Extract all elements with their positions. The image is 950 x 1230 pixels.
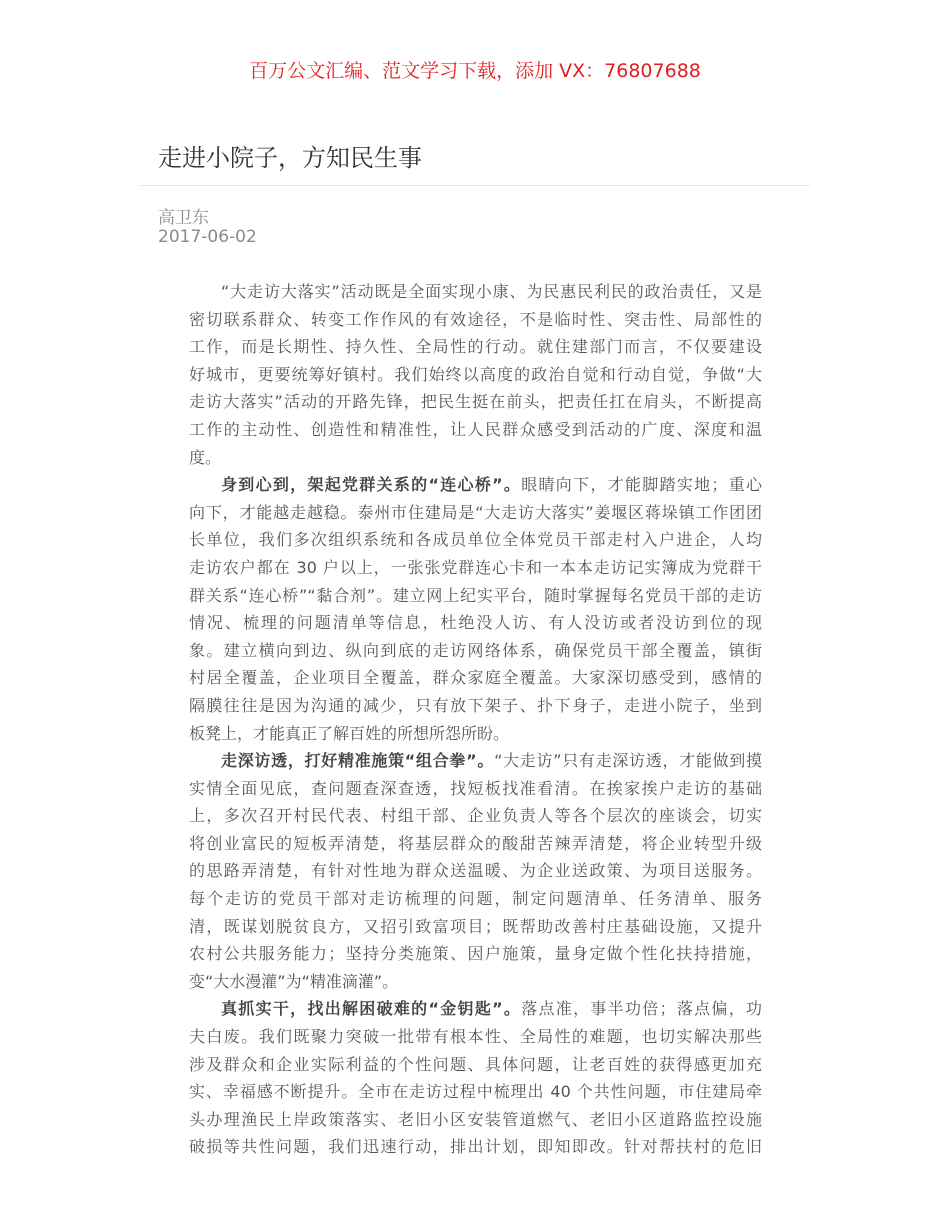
article-title: 走进小院子，方知民生事 [158,144,422,172]
paragraph [189,278,762,471]
line-text: 农村公共服务能力；坚持分类施策、因户施策，量身定做个性化扶持措施， [189,944,762,964]
paragraph-line [189,637,762,665]
line-text: 向下，才能越走越稳。泰州市住建局是“大走访大落实”姜堰区蒋垛镇工作团团 [189,502,762,522]
article-date: 2017-06-02 [158,227,257,247]
paragraph-line [189,554,762,582]
article-author: 高卫东 [158,208,209,228]
paragraph-line [189,471,762,499]
paragraph-line [189,499,762,527]
paragraph-line [189,582,762,610]
line-text: 长单位，我们多次组织系统和各成员单位全体党员干部走村入户进企，人均 [189,530,762,550]
paragraph-line [189,416,762,444]
line-text: 工作的主动性、创造性和精准性，让人民群众感受到活动的广度、深度和温 [189,419,762,439]
line-text: 头办理渔民上岸政策落实、老旧小区安装管道燃气、老旧小区道路监控设施 [189,1109,762,1129]
line-text: 将创业富民的短板弄清楚，将基层群众的酸甜苦辣弄清楚，将企业转型升级 [189,833,762,853]
paragraph-line [189,720,762,748]
paragraph-lead: 身到心到，架起党群关系的“连心桥”。 [221,475,522,495]
line-text: 涉及群众和企业实际利益的个性问题、具体问题，让老百姓的获得感更加充 [189,1054,762,1074]
line-text: 破损等共性问题，我们迅速行动，排出计划，即知即改。针对帮扶村的危旧 [189,1137,762,1157]
paragraph-line [189,664,762,692]
paragraph-line [189,361,762,389]
paragraph-line [189,1023,762,1051]
promo-banner: 百万公文汇编、范文学习下载，添加 VX：76807688 [249,60,701,82]
paragraph-line [189,692,762,720]
line-text: 落点准，事半功倍；落点偏，功 [521,999,762,1019]
line-text: “大走访大落实”活动既是全面实现小康、为民惠民利民的政治责任，又是 [221,282,762,301]
paragraph-line [189,1078,762,1106]
line-text: 群关系“连心桥”“黏合剂”。建立网上纪实平台，随时掌握每名党员干部的走访 [189,585,762,605]
paragraph-line [189,857,762,885]
paragraph-line [189,830,762,858]
line-text: 上，多次召开村民代表、村组干部、企业负责人等各个层次的座谈会，切实 [189,806,762,826]
line-text: 情况、梳理的问题清单等信息，杜绝没人访、有人没访或者没访到位的现 [189,613,762,633]
paragraph [189,471,762,747]
paragraph-line [189,278,762,306]
line-text: 工作，而是长期性、持久性、全局性的行动。就住建部门而言，不仅要建设 [189,337,762,357]
line-text: 好城市，更要统筹好镇村。我们始终以高度的政治自觉和行动自觉，争做“大 [189,364,762,384]
line-text: 每个走访的党员干部对走访梳理的问题，制定问题清单、任务清单、服务 [189,889,762,909]
paragraph-line [189,775,762,803]
line-text: 村居全覆盖，企业项目全覆盖，群众家庭全覆盖。大家深切感受到，感情的 [189,668,762,688]
paragraph-line [189,802,762,830]
line-text: 实情全面见底，查问题查深查透，找短板找准看清。在挨家挨户走访的基础 [189,778,762,798]
line-text: 清，既谋划脱贫良方，又招引致富项目；既帮助改善村庄基础设施，又提升 [189,916,762,936]
line-text: 板凳上，才能真正了解百姓的所想所怨所盼。 [189,723,510,743]
divider [140,185,810,186]
paragraph-line [189,940,762,968]
paragraph [189,747,762,995]
line-text: 度。 [189,447,222,467]
line-text: 象。建立横向到边、纵向到底的走访网络体系，确保党员干部全覆盖，镇街 [189,640,762,660]
paragraph-line [189,747,762,775]
line-text: “大走访”只有走深访透，才能做到摸 [494,751,762,771]
line-text: 走访大落实”活动的开路先锋，把民生挺在前头，把责任扛在肩头，不断提高 [189,392,762,412]
line-text: 走访农户都在 30 户以上，一张张党群连心卡和一本本走访记实簿成为党群干 [189,557,762,577]
paragraph-line [189,1106,762,1134]
line-text: 眼睛向下，才能脚踏实地；重心 [521,475,762,495]
paragraph-line [189,885,762,913]
paragraph-line [189,306,762,334]
article-body [189,278,762,1161]
paragraph-line [189,333,762,361]
line-text: 变“大水漫灌”为“精准滴灌”。 [189,971,399,991]
paragraph-line [189,388,762,416]
line-text: 密切联系群众、转变工作作风的有效途径，不是临时性、突击性、局部性的 [189,309,762,329]
paragraph-line [189,1133,762,1161]
paragraph-line [189,968,762,996]
paragraph-line [189,995,762,1023]
line-text: 夫白废。我们既聚力突破一批带有根本性、全局性的难题，也切实解决那些 [189,1027,762,1047]
paragraph-line [189,609,762,637]
paragraph-lead: 真抓实干，找出解困破难的“金钥匙”。 [221,999,522,1019]
paragraph-line [189,444,762,472]
paragraph-lead: 走深访透，打好精准施策“组合拳”。 [221,751,495,771]
line-text: 隔膜往往是因为沟通的减少，只有放下架子、扑下身子，走进小院子，坐到 [189,695,762,715]
line-text: 的思路弄清楚，有针对性地为群众送温暖、为企业送政策、为项目送服务。 [189,861,762,881]
line-text: 实、幸福感不断提升。全市在走访过程中梳理出 40 个共性问题，市住建局牵 [189,1082,762,1102]
paragraph-line [189,526,762,554]
paragraph-line [189,913,762,941]
paragraph-line [189,1051,762,1079]
paragraph [189,995,762,1161]
